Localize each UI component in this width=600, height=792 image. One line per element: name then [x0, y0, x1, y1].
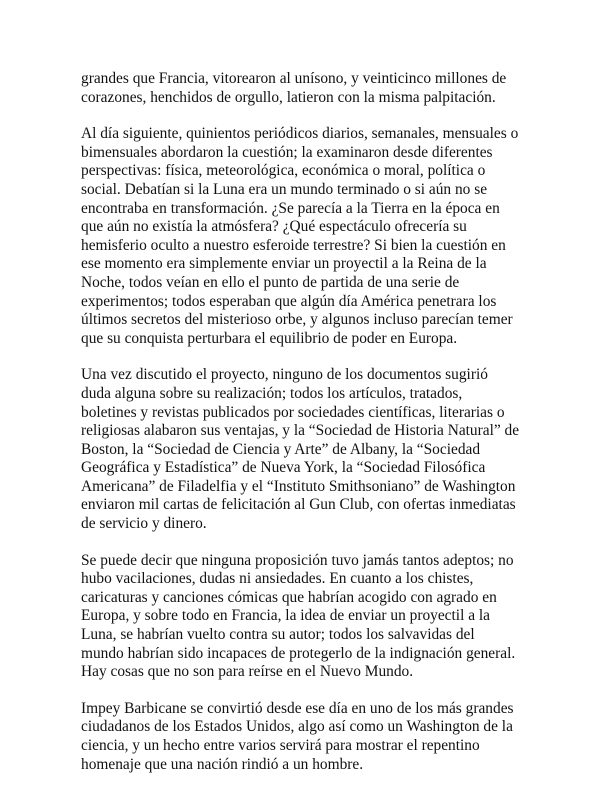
- paragraph-2: Al día siguiente, quinientos periódicos diarios, semanales, mensuales o bimensuales abordaron la cuestión; la examinaron desde diferentes perspectivas: física, meteorológica, económica o moral, política o social. Debatían si la Luna era un mundo terminado o si aún no se encontraba en transformación. ¿Se parecía a la Tierra en la época en que aún no existía la atmósfera? ¿Qué espectáculo ofrecería su hemisferio oculto a nuestro esferoide terrestre? Si bien la cuestión en ese momento era simplemente enviar un proyectil a la Reina de la Noche, todos veían en ello el punto de partida de una serie de experimentos; todos esperaban que algún día América penetrara los últimos secretos del misterioso orbe, y algunos incluso parecían temer que su conquista perturbara el equilibrio de poder en Europa.: [81, 125, 519, 347]
- paragraph-3: Una vez discutido el proyecto, ninguno de los documentos sugirió duda alguna sobre su realización; todos los artículos, tratados, boletines y revistas publicados por sociedades científicas, literarias o religiosas alabaron sus ventajas, y la “Sociedad de Historia Natural” de Boston, la “Sociedad de Ciencia y Arte” de Albany, la “Sociedad Geográfica y Estadística” de Nueva York, la “Sociedad Filosófica Americana” de Filadelfia y el “Instituto Smithsoniano” de Washington enviaron mil cartas de felicitación al Gun Club, con ofertas inmediatas de servicio y dinero.: [81, 366, 520, 533]
- paragraph-5: Impey Barbicane se convirtió desde ese día en uno de los más grandes ciudadanos de los Estados Unidos, algo así como un Washington de la ciencia, y un hecho entre varios servirá para mostrar el repentino homenaje que una nación rindió a un hombre.: [81, 699, 514, 773]
- paragraph-4: Se puede decir que ninguna proposición tuvo jamás tantos adeptos; no hubo vacilaciones, dudas ni ansiedades. En cuanto a los chistes, caricaturas y canciones cómicas que habrían acogido con agrado en Europa, y sobre todo en Francia, la idea de enviar un proyectil a la Luna, se habrían vuelto contra su autor; todos los salvavidas del mundo habrían sido incapaces de protegerlo de la indignación general. Hay cosas que no son para reírse en el Nuevo Mundo.: [81, 551, 516, 681]
- paragraph-1: grandes que Francia, vitorearon al unísono, y veinticinco millones de corazones, henchidos de orgullo, latieron con la misma palpitación.: [81, 70, 507, 106]
- document-page: [81, 70, 521, 792]
